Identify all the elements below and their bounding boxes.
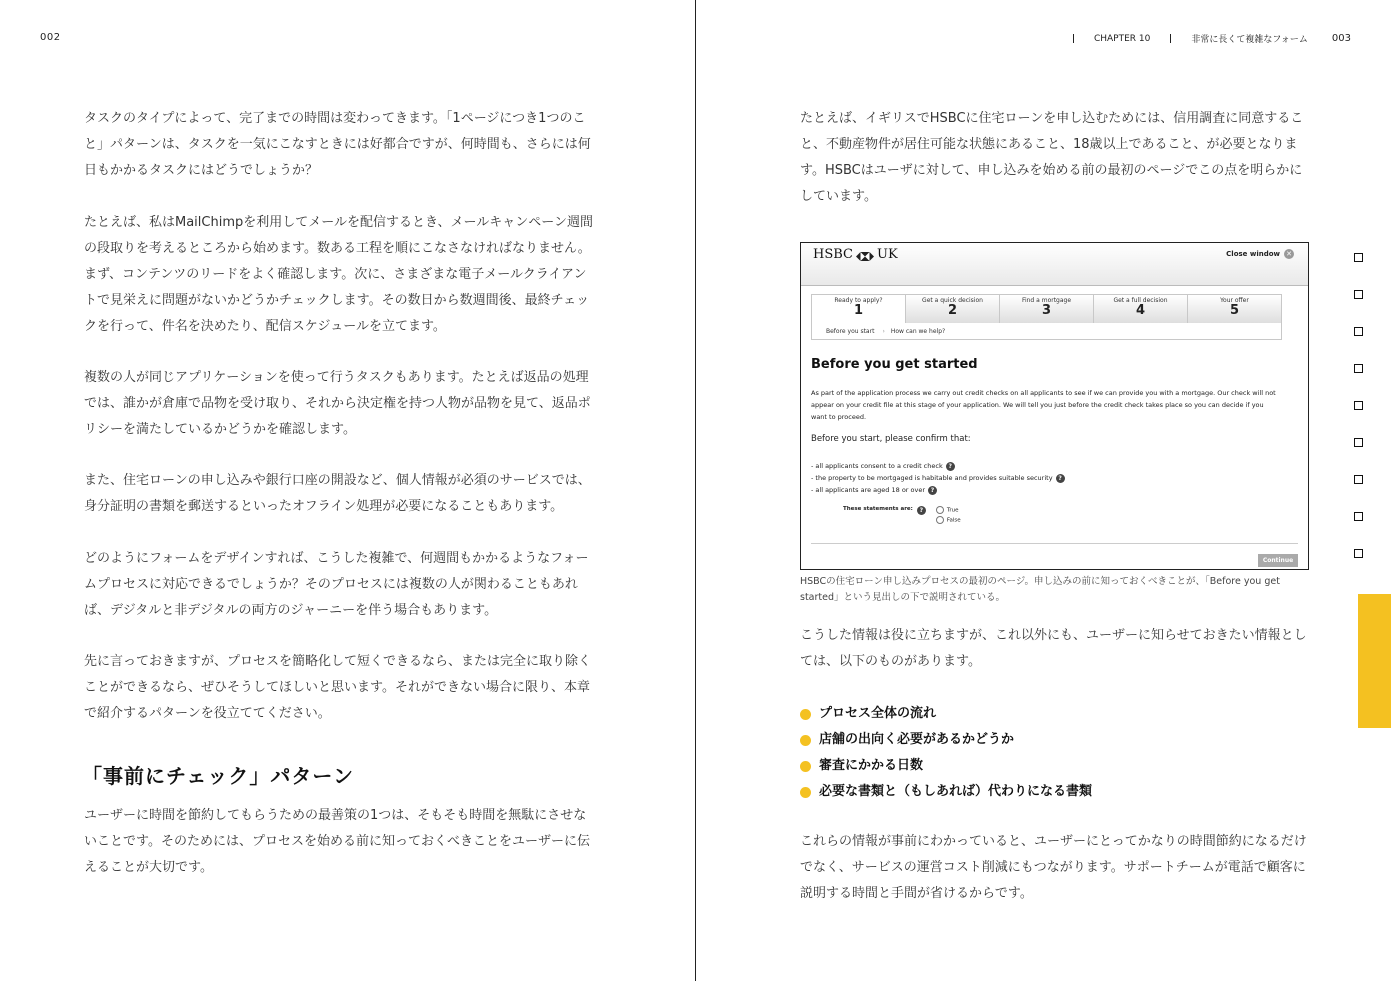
bullet-dot-icon: [800, 709, 811, 720]
paragraph-1: タスクのタイプによって、完了までの時間は変わってきます。「1ページにつき1つのこと」パターンは、タスクを一気にこなすときには好都合ですが、何時間も、さらには何日もかかるタスクにはどうでしょうか？: [84, 111, 591, 178]
paragraph-6: 先に言っておきますが、プロセスを簡略化して短くできるなら、または完全に取り除くことができるなら、ぜひそうしてほしいと思います。それができない場合に限り、本章で紹介するパターンを役立ててください。: [84, 654, 592, 721]
screenshot-header: [801, 243, 1308, 286]
radio-label: True: [946, 507, 959, 514]
screenshot-body: As part of the application process we carry out credit checks on all applicants to see if we can provide you with a mortgage. Our check will not appear on your credit file at this stage of your application. We will tell you just before the credit check takes place so you can decide if you want to proceed.: [811, 389, 1276, 421]
chapter-label: CHAPTER 10: [1093, 33, 1151, 44]
closing-paragraph: これらの情報が事前にわかっていると、ユーザーにとってかなりの時間節約になるだけでなく、サービスの運営コスト削減にもつながります。サポートチームが電話で顧客に説明する時間と手間が省けるからです。: [800, 834, 1307, 901]
header-divider: [1073, 34, 1074, 43]
hsbc-logo: [813, 247, 898, 262]
help-icon[interactable]: ?: [928, 486, 937, 495]
bullet-text: 必要な書類と（もしあれば）代わりになる書類: [819, 784, 1093, 799]
condition-text: - all applicants consent to a credit check: [811, 462, 943, 470]
screenshot-divider: [811, 543, 1298, 544]
checkbox-square-icon: [1354, 327, 1363, 336]
close-icon: ✕: [1284, 249, 1294, 259]
step-3: [1000, 295, 1094, 323]
bullet-dot-icon: [800, 787, 811, 798]
chapter-title: 非常に長くて複雑なフォーム: [1191, 35, 1308, 45]
statements-label: These statements are:: [843, 506, 913, 512]
brand-text: HSBC: [813, 247, 853, 262]
condition-item: [811, 472, 1065, 484]
step-number: 3: [1041, 303, 1052, 318]
step-label: Your offer: [1220, 297, 1249, 304]
checkbox-square-icon: [1354, 512, 1363, 521]
bullet-item: [800, 701, 1092, 727]
step-label: Get a quick decision: [922, 297, 983, 304]
statements-radio-group: [936, 506, 961, 525]
checkbox-square-icon: [1354, 549, 1363, 558]
section-title: 「事前にチェック」パターン: [82, 764, 354, 788]
intro-paragraph: たとえば、イギリスでHSBCに住宅ローンを申し込むためには、信用調査に同意すること、不動産物件が居住可能な状態にあること、18歳以上であること、が必要となります。HSBCはユーザに対して、申し込みを始める前の最初のページでこの点を明らかにしています。: [800, 111, 1304, 204]
bullet-text: プロセス全体の流れ: [819, 706, 937, 721]
header-divider: [1170, 34, 1171, 43]
close-window-button[interactable]: [1226, 249, 1294, 259]
bullet-item: [800, 753, 1092, 779]
step-number: 2: [947, 303, 958, 318]
checkbox-square-icon: [1354, 364, 1363, 373]
condition-text: - the property to be mortgaged is habitable and provides suitable security: [811, 474, 1053, 482]
step-4: [1094, 295, 1188, 323]
continue-button[interactable]: Continue: [1258, 554, 1298, 567]
step-2: [906, 295, 1000, 323]
paragraph-2: たとえば、私はMailChimpを利用してメールを配信するとき、メールキャンペーン週間の段取りを考えるところから始めます。数ある工程を順にこなさなければなりません。まず、コンテンツのリードをよく確認します。次に、さまざまな電子メールクライアントで見栄えに問題がないかどうかチェックします。その数日から数週間後、最終チェックを行って、件名を決めたり、配信スケジュールを立てます。: [84, 215, 593, 334]
radio-circle[interactable]: [936, 516, 944, 524]
conditions-list: [811, 460, 1065, 496]
bullet-dot-icon: [800, 761, 811, 772]
paragraph-3: 複数の人が同じアプリケーションを使って行うタスクもあります。たとえば返品の処理では、誰かが倉庫で品物を受け取り、それから決定権を持つ人物が品物を見て、返品ポリシーを満たしているかどうかを確認します。: [84, 370, 591, 437]
lead-paragraph: こうした情報は役に立ちますが、これ以外にも、ユーザーに知らせておきたい情報としては、以下のものがあります。: [800, 628, 1307, 669]
bullet-text: 審査にかかる日数: [819, 758, 924, 773]
section-paragraph: ユーザーに時間を節約してもらうための最善策の1つは、そもそも時間を無駄にさせないことです。そのためには、プロセスを始める前に知っておくべきことをユーザーに伝えることが大切です。: [84, 808, 590, 875]
sub-step-breadcrumb: [811, 323, 1282, 340]
page-number-right: 003: [1331, 33, 1351, 44]
step-1: [812, 295, 906, 323]
statements-question: [843, 506, 961, 525]
margin-checkbox-column: [1354, 253, 1363, 586]
bullet-item: [800, 727, 1092, 753]
hsbc-screenshot: [800, 242, 1309, 570]
confirm-heading: Before you start, please confirm that:: [811, 434, 971, 444]
checkbox-square-icon: [1354, 475, 1363, 484]
brand-region: UK: [876, 247, 898, 262]
checkbox-square-icon: [1354, 290, 1363, 299]
step-label: Ready to apply?: [834, 297, 883, 304]
page-number-left: 002: [40, 32, 61, 43]
radio-circle[interactable]: [936, 506, 944, 514]
chevron-right-icon: ›: [882, 327, 885, 335]
radio-true[interactable]: [936, 506, 961, 516]
running-header: [1053, 32, 1351, 45]
info-bullet-list: [800, 701, 1092, 805]
radio-label: False: [946, 517, 961, 523]
radio-false[interactable]: [936, 516, 961, 526]
step-number: 5: [1229, 303, 1240, 318]
paragraph-4: また、住宅ローンの申し込みや銀行口座の開設など、個人情報が必須のサービスでは、身分証明の書類を郵送するといったオフライン処理が必要になることもあります。: [84, 473, 591, 514]
figure-caption: HSBCの住宅ローン申し込みプロセスの最初のページ。申し込みの前に知っておくべきことが、「Before you get started」という見出しの下で説明されている。: [800, 576, 1280, 603]
bullet-item: [800, 779, 1092, 805]
screenshot-heading: Before you get started: [811, 357, 978, 372]
bullet-dot-icon: [800, 735, 811, 746]
close-window-label: Close window: [1226, 250, 1280, 258]
checkbox-square-icon: [1354, 438, 1363, 447]
help-icon[interactable]: ?: [946, 462, 955, 471]
progress-steps: [811, 294, 1282, 324]
condition-item: [811, 484, 1065, 496]
step-label: Find a mortgage: [1021, 297, 1072, 304]
help-icon[interactable]: ?: [1056, 474, 1065, 483]
right-page: [696, 0, 1391, 981]
breadcrumb-next[interactable]: How can we help?: [890, 327, 946, 335]
paragraph-5: どのようにフォームをデザインすれば、こうした複雑で、何週間もかかるようなフォームプロセスに対応できるでしょうか？そのプロセスには複数の人が関わることもあれば、デジタルと非デジタルの両方のジャーニーを伴う場合もあります。: [84, 551, 589, 618]
bullet-text: 店舗の出向く必要があるかどうか: [819, 732, 1015, 747]
checkbox-square-icon: [1354, 253, 1363, 262]
chapter-thumb-tab: [1358, 594, 1391, 728]
step-5: [1188, 295, 1281, 323]
step-number: 4: [1135, 303, 1146, 318]
breadcrumb-current: Before you start: [826, 327, 875, 335]
checkbox-square-icon: [1354, 401, 1363, 410]
left-page: [0, 0, 695, 981]
step-number: 1: [853, 303, 864, 318]
help-icon[interactable]: ?: [917, 506, 926, 515]
condition-text: - all applicants are aged 18 or over: [811, 486, 926, 494]
hsbc-hexagon-icon: [856, 250, 874, 259]
condition-item: [811, 460, 1065, 472]
step-label: Get a full decision: [1113, 297, 1168, 304]
